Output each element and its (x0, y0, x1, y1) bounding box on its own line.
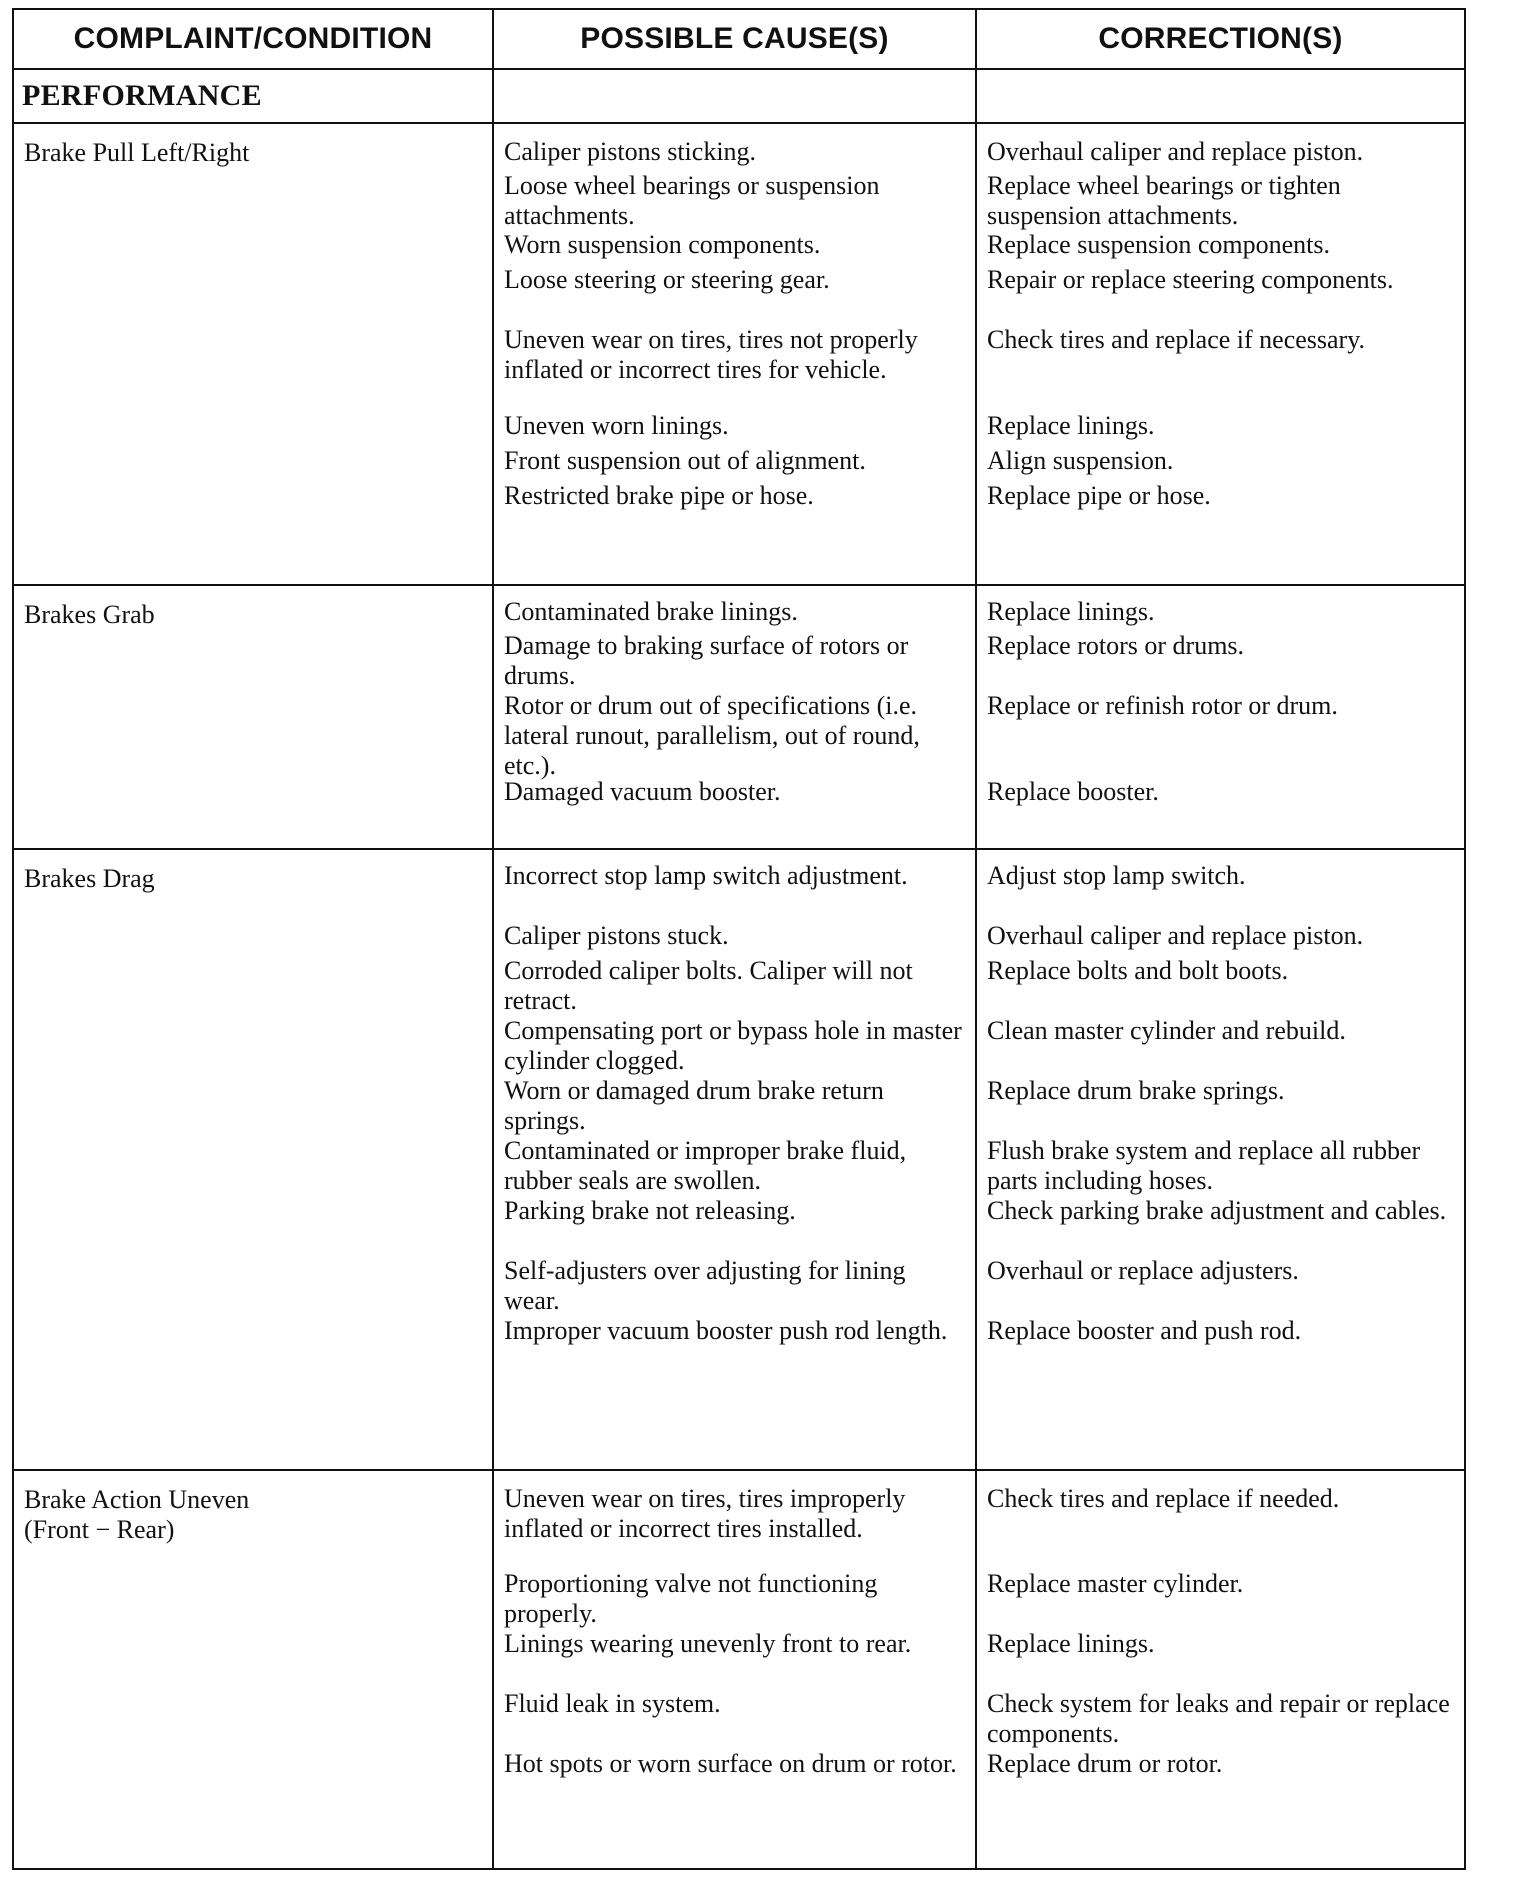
header-row (13, 9, 1465, 69)
cause-entry: Uneven wear on tires, tires not properly inflated or incorrect tires for vehicle. (504, 325, 918, 385)
cause-entry: Linings wearing unevenly front to rear. (504, 1628, 912, 1658)
correction-entry: Replace suspension components. (987, 230, 1330, 260)
correction-entry: Replace drum brake springs. (987, 1076, 1285, 1106)
complaint-group (13, 585, 1465, 849)
correction-entry: Replace linings. (987, 597, 1155, 627)
cause-entry: Uneven worn linings. (504, 411, 729, 441)
header-possible-causes: POSSIBLE CAUSE(S) (493, 9, 976, 69)
cause-entry: Restricted brake pipe or hose. (504, 481, 814, 511)
correction-entry: Replace rotors or drums. (987, 631, 1245, 661)
correction-entry: Replace bolts and bolt boots. (987, 956, 1289, 986)
correction-list (977, 586, 1464, 807)
complaint-group (13, 849, 1465, 1469)
correction-entry: Replace or refinish rotor or drum. (987, 691, 1338, 721)
section-title-cell (13, 69, 493, 123)
cause-entry: Damaged vacuum booster. (504, 777, 781, 807)
correction-cell (976, 849, 1465, 1469)
cause-entry: Contaminated or improper brake fluid, rubber seals are swollen. (504, 1136, 907, 1196)
correction-entry: Replace booster. (987, 777, 1159, 807)
cause-entry: Parking brake not releasing. (504, 1196, 796, 1226)
cause-entry: Contaminated brake linings. (504, 597, 798, 627)
cause-entry: Uneven wear on tires, tires improperly inflated or incorrect tires installed. (504, 1483, 906, 1543)
correction-entry: Replace linings. (987, 411, 1155, 441)
troubleshooting-document (12, 8, 1464, 1870)
cause-entry: Loose wheel bearings or suspension attachments. (504, 171, 880, 231)
cause-list (494, 586, 975, 807)
cause-entry: Damage to braking surface of rotors or drums. (504, 631, 909, 691)
correction-list (977, 124, 1464, 513)
complaint-group (13, 123, 1465, 585)
cause-entry: Corroded caliper bolts. Caliper will not retract. (504, 956, 913, 1016)
correction-entry: Replace drum or rotor. (987, 1748, 1223, 1778)
header-complaint-condition: COMPLAINT/CONDITION (13, 9, 493, 69)
cause-entry: Proportioning valve not functioning properly. (504, 1568, 878, 1628)
cause-entry: Caliper pistons sticking. (504, 137, 757, 167)
cause-entry: Front suspension out of alignment. (504, 446, 866, 476)
correction-cell (976, 585, 1465, 849)
header-corrections: CORRECTION(S) (976, 9, 1465, 69)
correction-entry: Replace wheel bearings or tighten suspension attachments. (987, 171, 1341, 231)
correction-entry: Clean master cylinder and rebuild. (987, 1016, 1346, 1046)
correction-entry: Repair or replace steering components. (987, 265, 1394, 295)
cause-cell (493, 1470, 976, 1870)
cause-entry: Incorrect stop lamp switch adjustment. (504, 861, 908, 891)
cause-entry: Loose steering or steering gear. (504, 265, 830, 295)
cause-entry: Hot spots or worn surface on drum or rotor. (504, 1748, 957, 1778)
correction-entry: Overhaul caliper and replace piston. (987, 921, 1364, 951)
correction-entry: Overhaul caliper and replace piston. (987, 137, 1364, 167)
section-title: PERFORMANCE (22, 79, 262, 113)
complaint-cell: Brakes Drag (13, 849, 493, 1469)
correction-entry: Check tires and replace if needed. (987, 1483, 1340, 1513)
complaint-cell: Brakes Grab (13, 585, 493, 849)
correction-cell (976, 1470, 1465, 1870)
correction-entry: Overhaul or replace adjusters. (987, 1256, 1299, 1286)
correction-list (977, 850, 1464, 1373)
correction-list (977, 1471, 1464, 1807)
correction-entry: Adjust stop lamp switch. (987, 861, 1246, 891)
cause-entry: Caliper pistons stuck. (504, 921, 729, 951)
complaint-cell: Brake Pull Left/Right (13, 123, 493, 585)
correction-entry: Align suspension. (987, 446, 1174, 476)
section-row (13, 69, 1465, 123)
cause-entry: Rotor or drum out of specifications (i.e. lateral runout, parallelism, out of round, etc.). (504, 691, 920, 781)
cause-list (494, 850, 975, 1373)
complaint-cell: Brake Action Uneven (Front − Rear) (13, 1470, 493, 1870)
cause-list (494, 1471, 975, 1807)
cause-cell (493, 585, 976, 849)
correction-entry: Replace pipe or hose. (987, 481, 1211, 511)
troubleshooting-table (12, 8, 1466, 1870)
correction-entry: Replace booster and push rod. (987, 1316, 1302, 1346)
correction-entry: Replace master cylinder. (987, 1568, 1244, 1598)
correction-entry: Replace linings. (987, 1628, 1155, 1658)
cause-entry: Self-adjusters over adjusting for lining wear. (504, 1256, 906, 1316)
section-empty-cell (976, 69, 1465, 123)
correction-cell (976, 123, 1465, 585)
complaint-group (13, 1470, 1465, 1870)
cause-entry: Fluid leak in system. (504, 1688, 721, 1718)
cause-entry: Compensating port or bypass hole in master cylinder clogged. (504, 1016, 962, 1076)
cause-entry: Improper vacuum booster push rod length. (504, 1316, 948, 1346)
section-empty-cell (493, 69, 976, 123)
cause-entry: Worn or damaged drum brake return springs. (504, 1076, 884, 1136)
cause-list (494, 124, 975, 513)
cause-cell (493, 123, 976, 585)
correction-entry: Flush brake system and replace all rubber parts including hoses. (987, 1136, 1421, 1196)
cause-cell (493, 849, 976, 1469)
correction-entry: Check parking brake adjustment and cables. (987, 1196, 1447, 1226)
cause-entry: Worn suspension components. (504, 230, 821, 260)
correction-entry: Check system for leaks and repair or replace components. (987, 1688, 1450, 1748)
correction-entry: Check tires and replace if necessary. (987, 325, 1366, 355)
